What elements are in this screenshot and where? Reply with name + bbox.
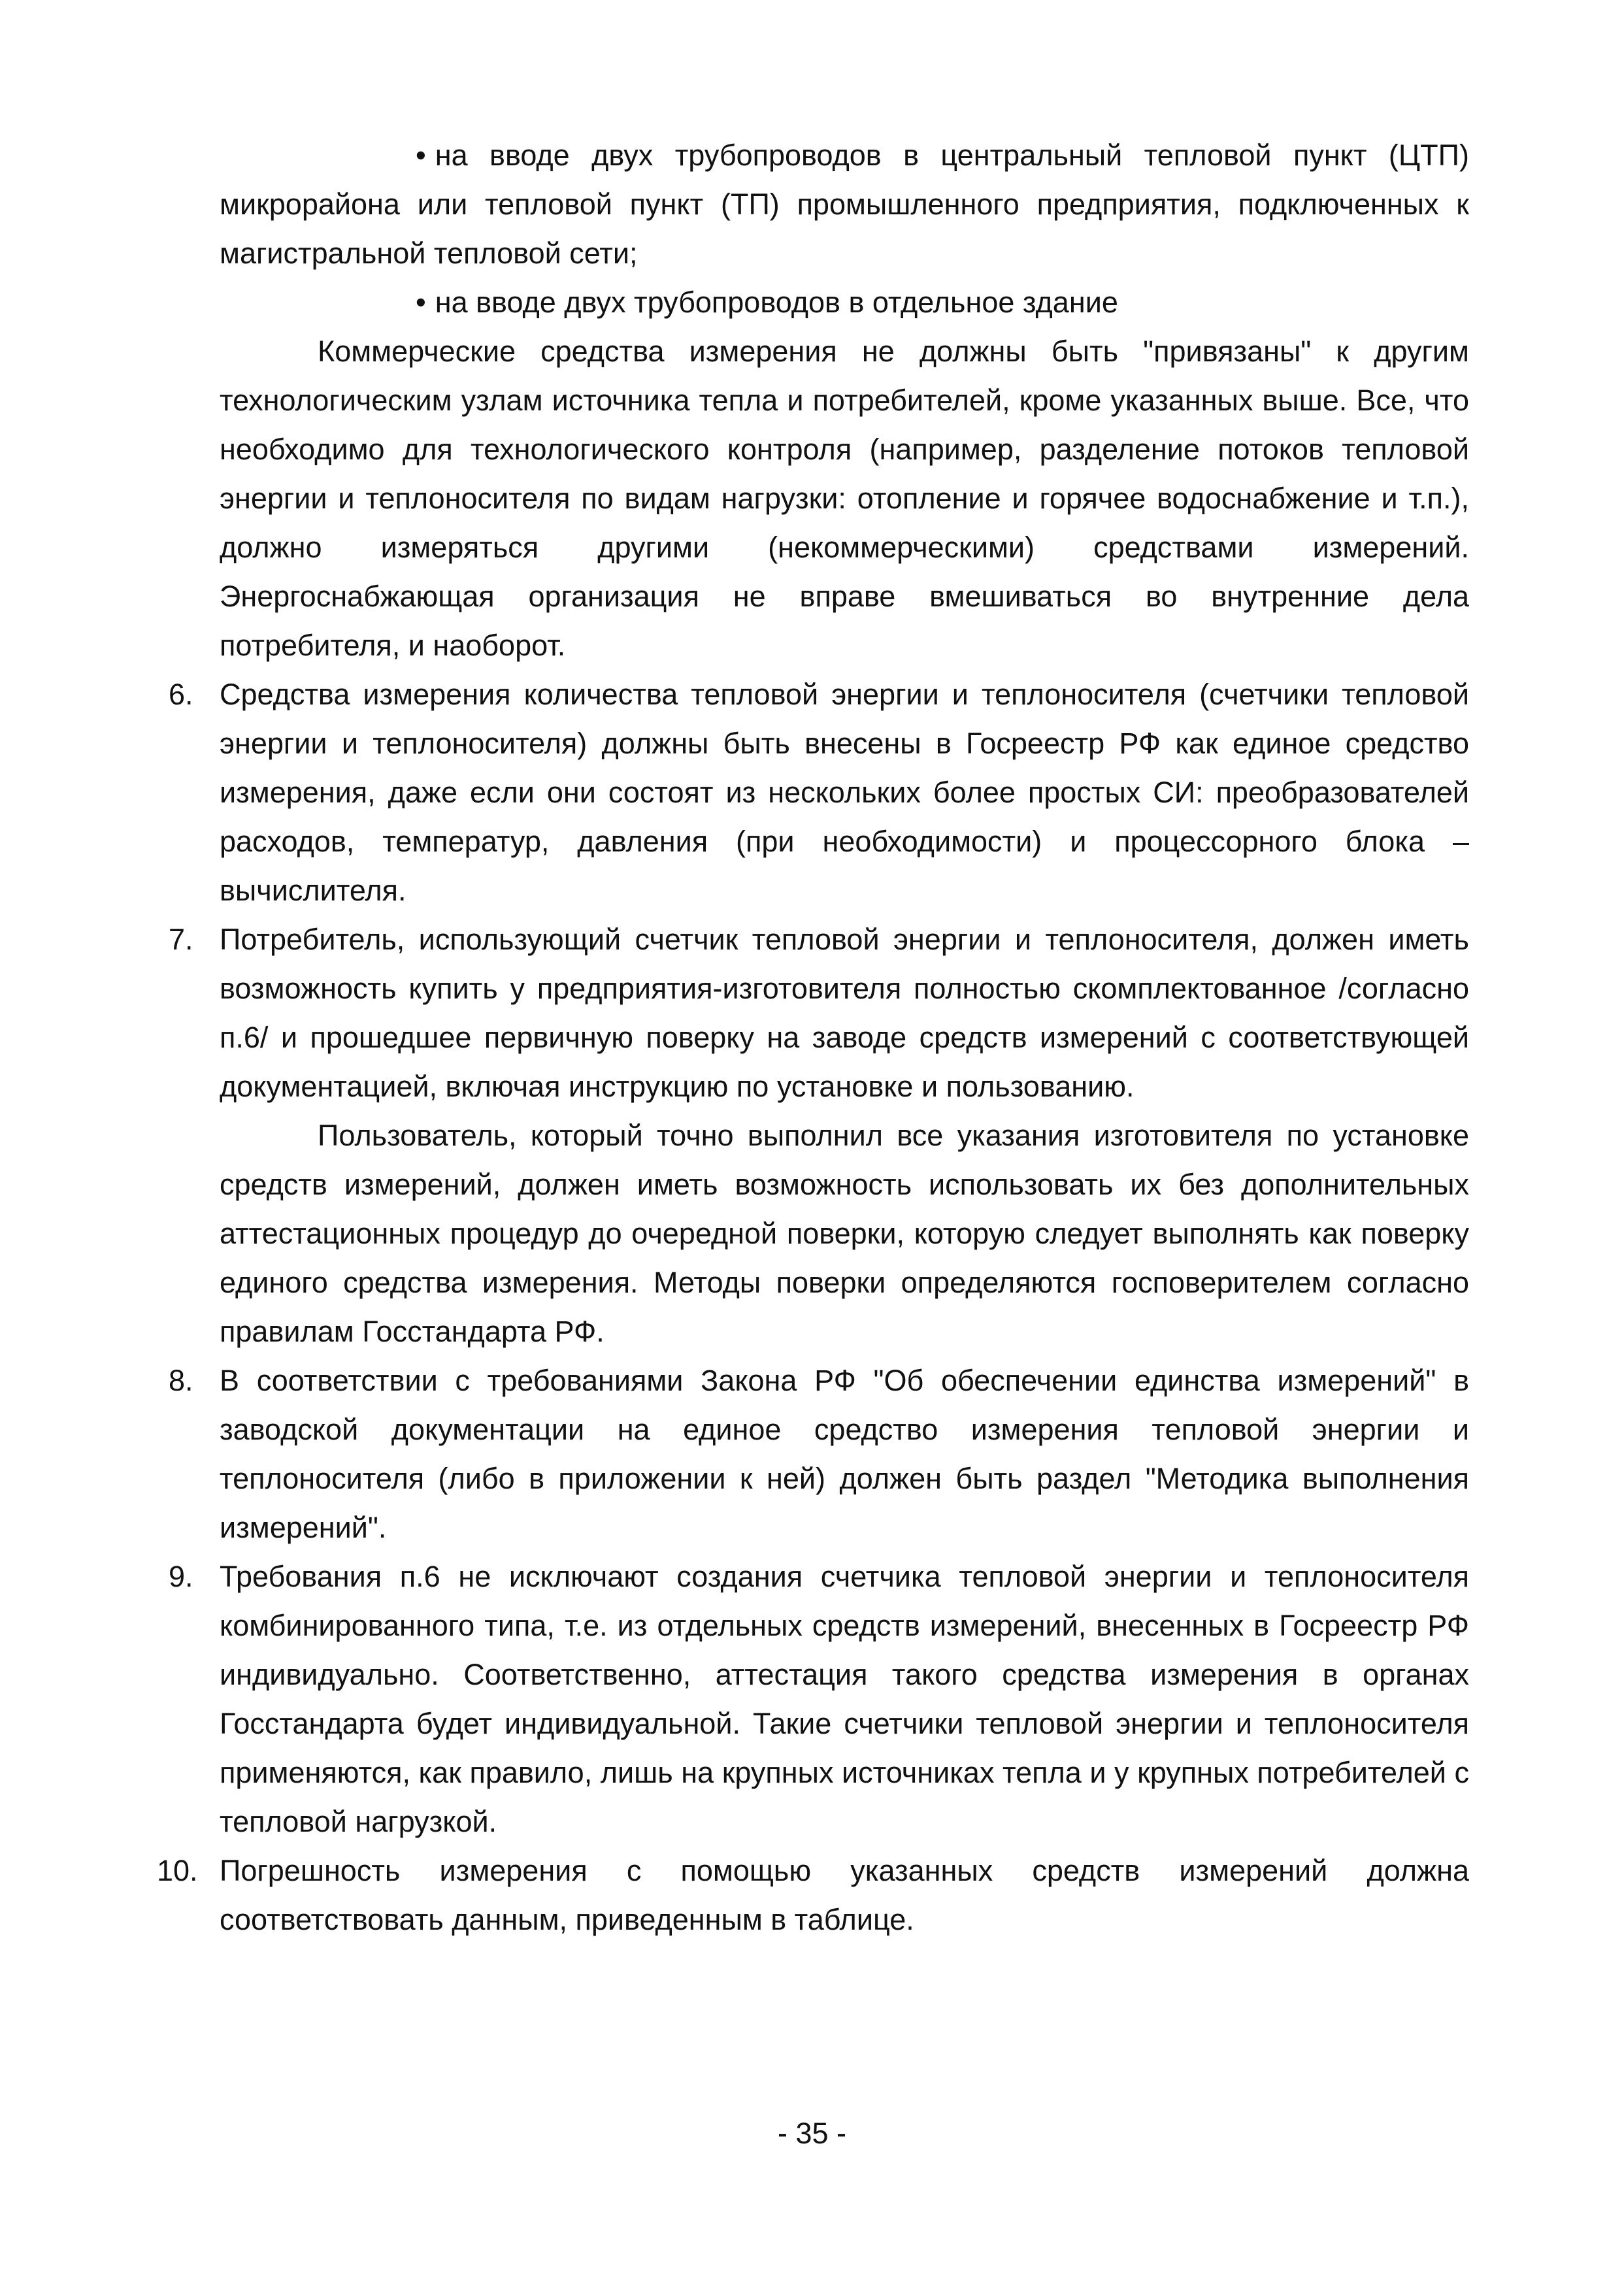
list-number-6: 6.: [169, 678, 193, 711]
list-item-9: [169, 1552, 1469, 1846]
list-number-7: 7.: [169, 923, 193, 956]
list-item-10: [157, 1846, 1469, 1944]
document-body: [157, 131, 1469, 1944]
paragraph-commercial-measurement: Коммерческие средства измерения не должны быть "привязаны" к другим технологическим узлам источника тепла и потребителей, кроме указанных выше. Все, что необходимо для технологического контроля (например, разделение потоков тепловой энергии и теплоносителя по видам нагрузки: отопление и горячее водоснабжение и т.п.), должно измеряться другими (некоммерческими) средствами измерений. Энергоснабжающая организация не вправе вмешиваться во внутренние дела потребителя, и наоборот.: [220, 335, 1469, 662]
list-text-8: В соответствии с требованиями Закона РФ "Об обеспечении единства измерений" в заводской документации на единое средство измерения тепловой энергии и теплоносителя (либо в приложении к ней) должен быть раздел "Методика выполнения измерений".: [220, 1364, 1469, 1544]
bullet-icon: •: [416, 139, 426, 172]
bullet-item-building: [220, 278, 1469, 327]
list-text-10: Погрешность измерения с помощью указанных средств измерений должна соответствовать данным, приведенным в таблице.: [220, 1854, 1469, 1936]
bullet-text-ctp: на вводе двух трубопроводов в центральный тепловой пункт (ЦТП) микрорайона или тепловой пункт (ТП) промышленного предприятия, подключенных к магистральной тепловой сети;: [220, 139, 1469, 270]
list-text-9: Требования п.6 не исключают создания счетчика тепловой энергии и теплоносителя комбинированного типа, т.е. из отдельных средств измерений, внесенных в Госреестр РФ индивидуально. Соответственно, аттестация такого средства измерения в органах Госстандарта будет индивидуальной. Такие счетчики тепловой энергии и теплоносителя применяются, как правило, лишь на крупных источниках тепла и у крупных потребителей с тепловой нагрузкой.: [220, 1560, 1469, 1838]
list-item-8: [169, 1356, 1469, 1552]
list-item-6: [169, 670, 1469, 915]
bullet-icon: •: [416, 286, 426, 319]
list-number-10: 10.: [157, 1854, 198, 1887]
list-text-7: Потребитель, использующий счетчик тепловой энергии и теплоносителя, должен иметь возможность купить у предприятия-изготовителя полностью скомплектованное /согласно п.6/ и прошедшее первичную поверку на заводе средств измерений с соответствующей документацией, включая инструкцию по установке и пользованию.: [220, 923, 1469, 1103]
list-number-8: 8.: [169, 1364, 193, 1397]
bullet-text-building: на вводе двух трубопроводов в отдельное здание: [435, 286, 1118, 319]
list-item-7: [169, 915, 1469, 1111]
list-number-9: 9.: [169, 1560, 193, 1593]
paragraph-user-verification: Пользователь, который точно выполнил все указания изготовителя по установке средств измерений, должен иметь возможность использовать их без дополнительных аттестационных процедур до очередной поверки, которую следует выполнять как поверку единого средства измерения. Методы поверки определяются госповерителем согласно правилам Госстандарта РФ.: [220, 1119, 1469, 1348]
list-text-6: Средства измерения количества тепловой энергии и теплоносителя (счетчики тепловой энергии и теплоносителя) должны быть внесены в Госреестр РФ как единое средство измерения, даже если они состоят из нескольких более простых СИ: преобразователей расходов, температур, давления (при необходимости) и процессорного блока – вычислителя.: [220, 678, 1469, 907]
bullet-item-ctp: [220, 131, 1469, 278]
page-number: - 35 -: [777, 2117, 847, 2150]
